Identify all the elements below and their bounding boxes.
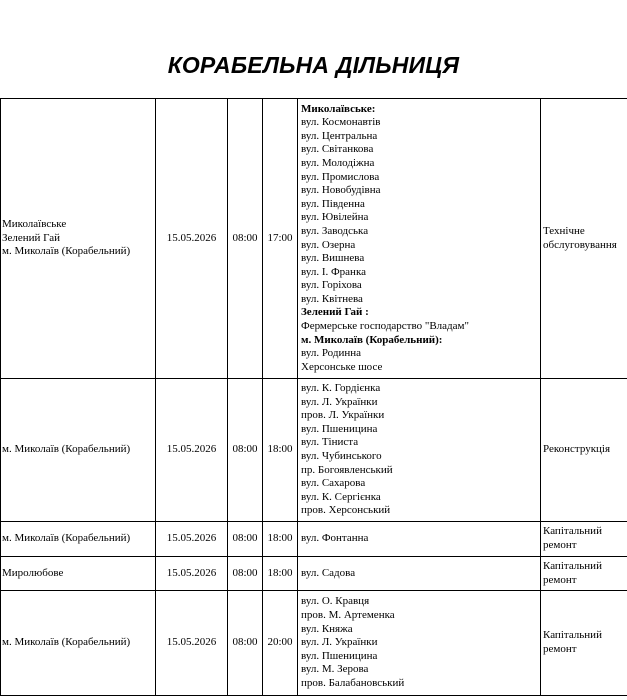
street-name: вул. Космонавтів — [301, 116, 381, 129]
reason-text: Капітальний — [543, 559, 602, 572]
street-group-heading: Зелений Гай : — [301, 306, 369, 319]
table-row — [1, 379, 627, 522]
street-name: вул. І. Франка — [301, 265, 367, 278]
location-name: м. Миколаїв (Корабельний) — [2, 636, 131, 649]
reason-text: Реконструкція — [543, 443, 611, 456]
locations-cell — [1, 379, 156, 522]
location-name: м. Миколаїв (Корабельний) — [2, 245, 131, 258]
street-name: вул. Озерна — [301, 238, 356, 251]
street-name: пров. Херсонський — [301, 504, 391, 517]
table-row — [1, 522, 627, 557]
end-time-cell: 17:00 — [263, 99, 298, 379]
street-name: вул. Центральна — [301, 129, 378, 142]
street-name: вул. К. Гордієнка — [301, 382, 381, 395]
location-name: Миролюбове — [2, 566, 64, 579]
date-cell: 15.05.2026 — [156, 557, 228, 591]
street-name: вул. Родинна — [301, 347, 361, 360]
locations-cell — [1, 99, 156, 379]
reason-text: ремонт — [543, 643, 577, 655]
street-name: пров. Л. Українки — [301, 409, 385, 422]
end-time-cell: 18:00 — [263, 522, 298, 557]
location-name: м. Миколаїв (Корабельний) — [2, 443, 131, 456]
street-name: вул. Новобудівна — [301, 184, 381, 197]
reason-text: Технічне — [543, 224, 585, 237]
table-row — [1, 557, 627, 591]
streets-cell — [298, 591, 541, 696]
table-row — [1, 591, 627, 696]
street-name: вул. Молодіжна — [301, 156, 375, 169]
street-name: вул. Південна — [301, 197, 365, 210]
reason-cell — [541, 591, 627, 696]
locations-cell — [1, 591, 156, 696]
street-name: вул. Горіхова — [301, 279, 362, 292]
location-name: м. Миколаїв (Корабельний) — [2, 532, 131, 545]
streets-cell — [298, 99, 541, 379]
table-row — [1, 99, 627, 379]
street-name: вул. Княжа — [301, 622, 353, 635]
start-time-cell: 08:00 — [228, 99, 263, 379]
street-name: вул. Пшеницина — [301, 649, 378, 662]
street-name: Фермерське господарство "Владам" — [301, 320, 469, 333]
street-name: Херсонське шосе — [301, 360, 383, 373]
date-cell: 15.05.2026 — [156, 99, 228, 379]
streets-cell — [298, 557, 541, 591]
streets-cell — [298, 522, 541, 557]
street-group-heading: Миколаївське: — [301, 102, 376, 115]
reason-text: Капітальний — [543, 525, 602, 538]
reason-cell — [541, 557, 627, 591]
street-name: вул. О. Кравця — [301, 595, 370, 608]
street-name: пр. Богоявленський — [301, 463, 393, 476]
street-name: вул. Промислова — [301, 170, 380, 183]
date-cell: 15.05.2026 — [156, 379, 228, 522]
end-time-cell: 20:00 — [263, 591, 298, 696]
location-name: Миколаївське — [2, 218, 67, 231]
street-group-heading: м. Миколаїв (Корабельний): — [301, 333, 443, 346]
street-name: вул. Заводська — [301, 224, 369, 237]
reason-text: обслуговування — [543, 238, 617, 251]
street-name: вул. Чубинського — [301, 450, 382, 462]
street-name: вул. Тіниста — [301, 436, 359, 449]
location-name: Зелений Гай — [2, 231, 61, 244]
street-name: вул. Сахарова — [301, 477, 366, 490]
street-name: вул. Квітнева — [301, 292, 363, 305]
street-name: вул. Ювілейна — [301, 211, 369, 224]
locations-cell — [1, 522, 156, 557]
locations-cell — [1, 557, 156, 591]
reason-text: ремонт — [543, 539, 577, 551]
reason-cell — [541, 379, 627, 522]
date-cell: 15.05.2026 — [156, 591, 228, 696]
street-name: вул. Пшеницина — [301, 422, 378, 435]
start-time-cell: 08:00 — [228, 591, 263, 696]
street-name: вул. К. Сергієнка — [301, 490, 381, 503]
start-time-cell: 08:00 — [228, 557, 263, 591]
street-name: вул. Світанкова — [301, 143, 374, 156]
streets-cell — [298, 379, 541, 522]
street-name: вул. Вишнева — [301, 252, 365, 265]
reason-text: ремонт — [543, 573, 577, 586]
reason-text: Капітальний — [543, 629, 602, 642]
street-name: вул. Садова — [301, 566, 356, 579]
street-name: вул. Л. Українки — [301, 636, 378, 649]
reason-cell — [541, 99, 627, 379]
date-cell: 15.05.2026 — [156, 522, 228, 557]
street-name: пров. Балабановський — [301, 676, 405, 689]
end-time-cell: 18:00 — [263, 379, 298, 522]
street-name: пров. М. Артеменка — [301, 609, 395, 622]
start-time-cell: 08:00 — [228, 379, 263, 522]
reason-cell — [541, 522, 627, 557]
street-name: вул. М. Зерова — [301, 663, 369, 676]
street-name: вул. Л. Українки — [301, 395, 378, 408]
page-title: КОРАБЕЛЬНА ДІЛЬНИЦЯ — [167, 52, 460, 78]
start-time-cell: 08:00 — [228, 522, 263, 557]
street-name: вул. Фонтанна — [301, 532, 369, 545]
outage-schedule-table — [0, 98, 627, 696]
end-time-cell: 18:00 — [263, 557, 298, 591]
